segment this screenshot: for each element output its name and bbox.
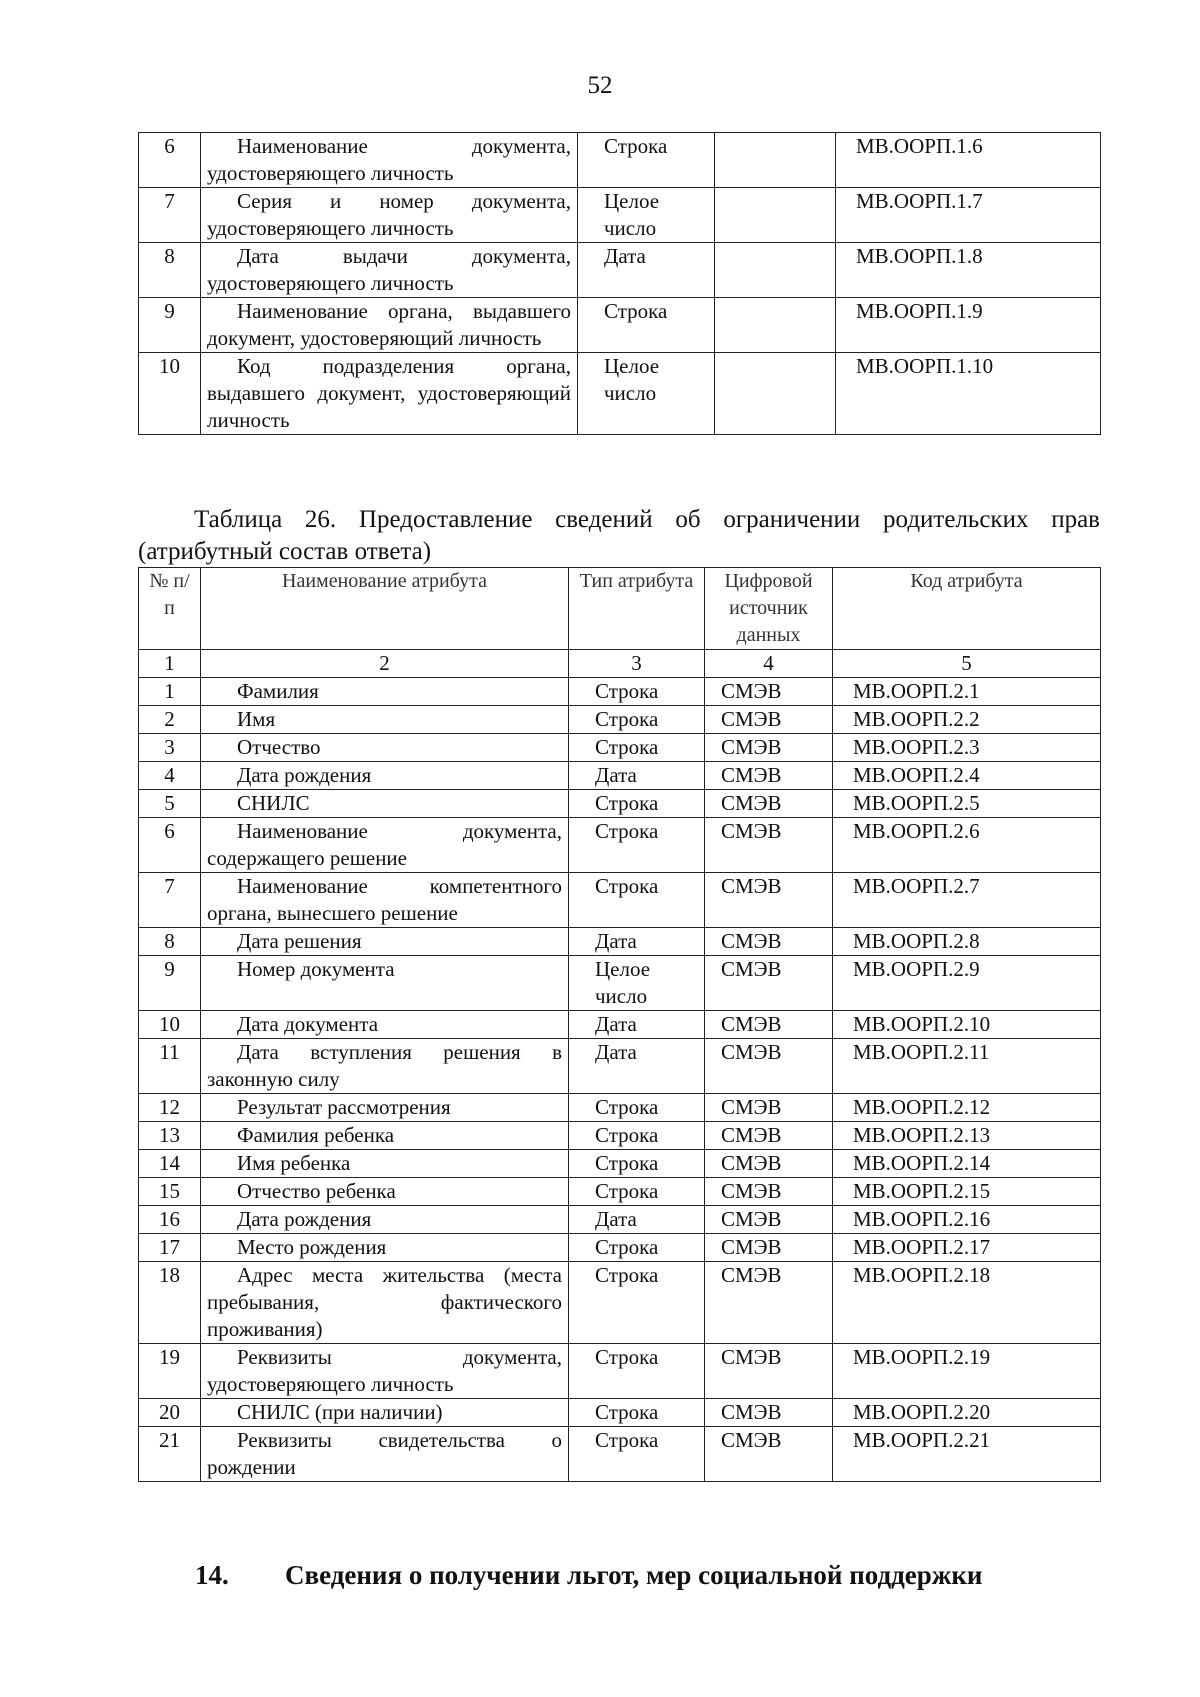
data-source: СМЭВ: [705, 678, 833, 706]
table-26: [138, 567, 1101, 1482]
attribute-name: Адрес места жительства (места пребывания, фактического проживания): [201, 1262, 569, 1344]
row-number: 9: [139, 298, 201, 353]
data-source: [715, 353, 836, 435]
row-number: 9: [139, 956, 201, 1011]
attribute-code: МВ.ООРП.2.17: [833, 1234, 1101, 1262]
attribute-code: МВ.ООРП.2.11: [833, 1039, 1101, 1094]
attribute-code: МВ.ООРП.1.10: [836, 353, 1101, 435]
data-source: СМЭВ: [705, 956, 833, 1011]
attribute-code: МВ.ООРП.1.9: [836, 298, 1101, 353]
table-row: [139, 353, 1101, 435]
header-source: Цифровой источник данных: [705, 568, 833, 650]
data-source: [715, 298, 836, 353]
attribute-name: Дата выдачи документа, удостоверяющего личность: [201, 243, 578, 298]
section-title: Сведения о получении льгот, мер социальной поддержки: [285, 1560, 983, 1590]
table-row: [139, 1427, 1101, 1482]
attribute-code: МВ.ООРП.2.4: [833, 762, 1101, 790]
attribute-name: Наименование органа, выдавшего документ, удостоверяющий личность: [201, 298, 578, 353]
column-index-row: [139, 650, 1101, 678]
row-number: 15: [139, 1178, 201, 1206]
table-row: [139, 678, 1101, 706]
attribute-type: Строка: [569, 734, 705, 762]
attribute-code: МВ.ООРП.2.20: [833, 1399, 1101, 1427]
data-source: СМЭВ: [705, 734, 833, 762]
attribute-code: МВ.ООРП.2.19: [833, 1344, 1101, 1399]
table-row: [139, 818, 1101, 873]
data-source: СМЭВ: [705, 1399, 833, 1427]
attribute-code: МВ.ООРП.2.21: [833, 1427, 1101, 1482]
row-number: 18: [139, 1262, 201, 1344]
attribute-name: Отчество: [201, 734, 569, 762]
column-index: 1: [139, 650, 201, 678]
table-row: [139, 1262, 1101, 1344]
row-number: 11: [139, 1039, 201, 1094]
column-index: 5: [833, 650, 1101, 678]
table-row: [139, 1206, 1101, 1234]
data-source: СМЭВ: [705, 1234, 833, 1262]
table-row: [139, 1011, 1101, 1039]
attribute-code: МВ.ООРП.1.6: [836, 133, 1101, 188]
row-number: 4: [139, 762, 201, 790]
row-number: 3: [139, 734, 201, 762]
column-index: 3: [569, 650, 705, 678]
header-num: № п/п: [139, 568, 201, 650]
attribute-code: МВ.ООРП.1.7: [836, 188, 1101, 243]
attribute-name: Имя: [201, 706, 569, 734]
row-number: 7: [139, 188, 201, 243]
attribute-type: Строка: [569, 1262, 705, 1344]
table-row: [139, 243, 1101, 298]
attribute-name: Фамилия: [201, 678, 569, 706]
attribute-type: Дата: [569, 762, 705, 790]
data-source: СМЭВ: [705, 1122, 833, 1150]
column-index: 2: [201, 650, 569, 678]
table-row: [139, 873, 1101, 928]
attribute-name: Серия и номер документа, удостоверяющего личность: [201, 188, 578, 243]
attribute-type: Строка: [569, 1122, 705, 1150]
attribute-code: МВ.ООРП.2.7: [833, 873, 1101, 928]
attribute-code: МВ.ООРП.1.8: [836, 243, 1101, 298]
attribute-type: Строка: [569, 1234, 705, 1262]
row-number: 10: [139, 1011, 201, 1039]
table-row: [139, 1399, 1101, 1427]
data-source: СМЭВ: [705, 1011, 833, 1039]
attribute-name: Дата вступления решения в законную силу: [201, 1039, 569, 1094]
attribute-code: МВ.ООРП.2.10: [833, 1011, 1101, 1039]
row-number: 21: [139, 1427, 201, 1482]
table-row: [139, 1344, 1101, 1399]
row-number: 5: [139, 790, 201, 818]
row-number: 8: [139, 243, 201, 298]
attribute-name: Дата решения: [201, 928, 569, 956]
header-type: Тип атрибута: [569, 568, 705, 650]
table-row: [139, 928, 1101, 956]
table-row: [139, 956, 1101, 1011]
data-source: СМЭВ: [705, 873, 833, 928]
attribute-code: МВ.ООРП.2.12: [833, 1094, 1101, 1122]
data-source: СМЭВ: [705, 706, 833, 734]
attribute-name: СНИЛС: [201, 790, 569, 818]
attribute-type: Дата: [569, 1039, 705, 1094]
row-number: 6: [139, 133, 201, 188]
data-source: СМЭВ: [705, 1039, 833, 1094]
attribute-code: МВ.ООРП.2.5: [833, 790, 1101, 818]
attribute-type: Строка: [569, 1094, 705, 1122]
data-source: СМЭВ: [705, 1150, 833, 1178]
attribute-type: Строка: [569, 678, 705, 706]
attribute-code: МВ.ООРП.2.8: [833, 928, 1101, 956]
data-source: СМЭВ: [705, 818, 833, 873]
table-row: [139, 1122, 1101, 1150]
table-row: [139, 1234, 1101, 1262]
header-code: Код атрибута: [833, 568, 1101, 650]
data-source: СМЭВ: [705, 1344, 833, 1399]
attribute-code: МВ.ООРП.2.15: [833, 1178, 1101, 1206]
attribute-name: Место рождения: [201, 1234, 569, 1262]
data-source: [715, 243, 836, 298]
section-number: 14.: [195, 1560, 229, 1590]
row-number: 16: [139, 1206, 201, 1234]
attribute-type: Дата: [569, 928, 705, 956]
table-row: [139, 1178, 1101, 1206]
attribute-type: Целое число: [578, 353, 715, 435]
page-number: 52: [587, 72, 613, 99]
attribute-name: Реквизиты свидетельства о рождении: [201, 1427, 569, 1482]
row-number: 13: [139, 1122, 201, 1150]
attribute-name: Реквизиты документа, удостоверяющего личность: [201, 1344, 569, 1399]
attribute-name: СНИЛС (при наличии): [201, 1399, 569, 1427]
table-row: [139, 706, 1101, 734]
row-number: 17: [139, 1234, 201, 1262]
row-number: 10: [139, 353, 201, 435]
attribute-code: МВ.ООРП.2.3: [833, 734, 1101, 762]
attribute-type: Строка: [569, 1399, 705, 1427]
data-source: СМЭВ: [705, 1094, 833, 1122]
attribute-type: Целое число: [578, 188, 715, 243]
data-source: [715, 188, 836, 243]
row-number: 7: [139, 873, 201, 928]
data-source: [715, 133, 836, 188]
attribute-type: Дата: [569, 1011, 705, 1039]
attribute-type: Строка: [569, 818, 705, 873]
table-row: [139, 790, 1101, 818]
attribute-code: МВ.ООРП.2.2: [833, 706, 1101, 734]
attribute-type: Дата: [569, 1206, 705, 1234]
attribute-type: Строка: [578, 133, 715, 188]
row-number: 1: [139, 678, 201, 706]
attribute-code: МВ.ООРП.2.13: [833, 1122, 1101, 1150]
attribute-code: МВ.ООРП.2.14: [833, 1150, 1101, 1178]
attribute-type: Строка: [569, 790, 705, 818]
table-row: [139, 1039, 1101, 1094]
attribute-type: Строка: [569, 706, 705, 734]
data-source: СМЭВ: [705, 1206, 833, 1234]
attribute-code: МВ.ООРП.2.9: [833, 956, 1101, 1011]
attribute-name: Дата рождения: [201, 1206, 569, 1234]
attribute-name: Фамилия ребенка: [201, 1122, 569, 1150]
row-number: 8: [139, 928, 201, 956]
table-row: [139, 1094, 1101, 1122]
row-number: 20: [139, 1399, 201, 1427]
attribute-type: Строка: [569, 1344, 705, 1399]
section-heading: [195, 1560, 1095, 1591]
row-number: 6: [139, 818, 201, 873]
attribute-name: Номер документа: [201, 956, 569, 1011]
header-name: Наименование атрибута: [201, 568, 569, 650]
attributes-table-continued: [138, 132, 1101, 435]
table-row: [139, 188, 1101, 243]
attribute-name: Дата рождения: [201, 762, 569, 790]
data-source: СМЭВ: [705, 928, 833, 956]
table-header-row: [139, 568, 1101, 650]
attribute-name: Дата документа: [201, 1011, 569, 1039]
attribute-code: МВ.ООРП.2.1: [833, 678, 1101, 706]
attribute-name: Имя ребенка: [201, 1150, 569, 1178]
table-row: [139, 1150, 1101, 1178]
row-number: 19: [139, 1344, 201, 1399]
attribute-name: Результат рассмотрения: [201, 1094, 569, 1122]
attribute-code: МВ.ООРП.2.18: [833, 1262, 1101, 1344]
attribute-type: Строка: [578, 298, 715, 353]
attribute-name: Наименование компетентного органа, вынесшего решение: [201, 873, 569, 928]
attribute-name: Наименование документа, удостоверяющего личность: [201, 133, 578, 188]
table-row: [139, 734, 1101, 762]
attribute-type: Дата: [578, 243, 715, 298]
table-row: [139, 762, 1101, 790]
attribute-type: Строка: [569, 873, 705, 928]
attribute-type: Строка: [569, 1178, 705, 1206]
row-number: 12: [139, 1094, 201, 1122]
table-row: [139, 133, 1101, 188]
attribute-type: Строка: [569, 1150, 705, 1178]
data-source: СМЭВ: [705, 762, 833, 790]
table-row: [139, 298, 1101, 353]
row-number: 14: [139, 1150, 201, 1178]
row-number: 2: [139, 706, 201, 734]
data-source: СМЭВ: [705, 1262, 833, 1344]
data-source: СМЭВ: [705, 790, 833, 818]
attribute-name: Код подразделения органа, выдавшего документ, удостоверяющий личность: [201, 353, 578, 435]
attribute-name: Отчество ребенка: [201, 1178, 569, 1206]
attribute-code: МВ.ООРП.2.6: [833, 818, 1101, 873]
attribute-type: Целое число: [569, 956, 705, 1011]
table-26-caption: Таблица 26. Предоставление сведений об ограничении родительских прав (атрибутный состав ответа): [138, 506, 1100, 565]
data-source: СМЭВ: [705, 1178, 833, 1206]
column-index: 4: [705, 650, 833, 678]
attribute-name: Наименование документа, содержащего решение: [201, 818, 569, 873]
data-source: СМЭВ: [705, 1427, 833, 1482]
attribute-type: Строка: [569, 1427, 705, 1482]
attribute-code: МВ.ООРП.2.16: [833, 1206, 1101, 1234]
